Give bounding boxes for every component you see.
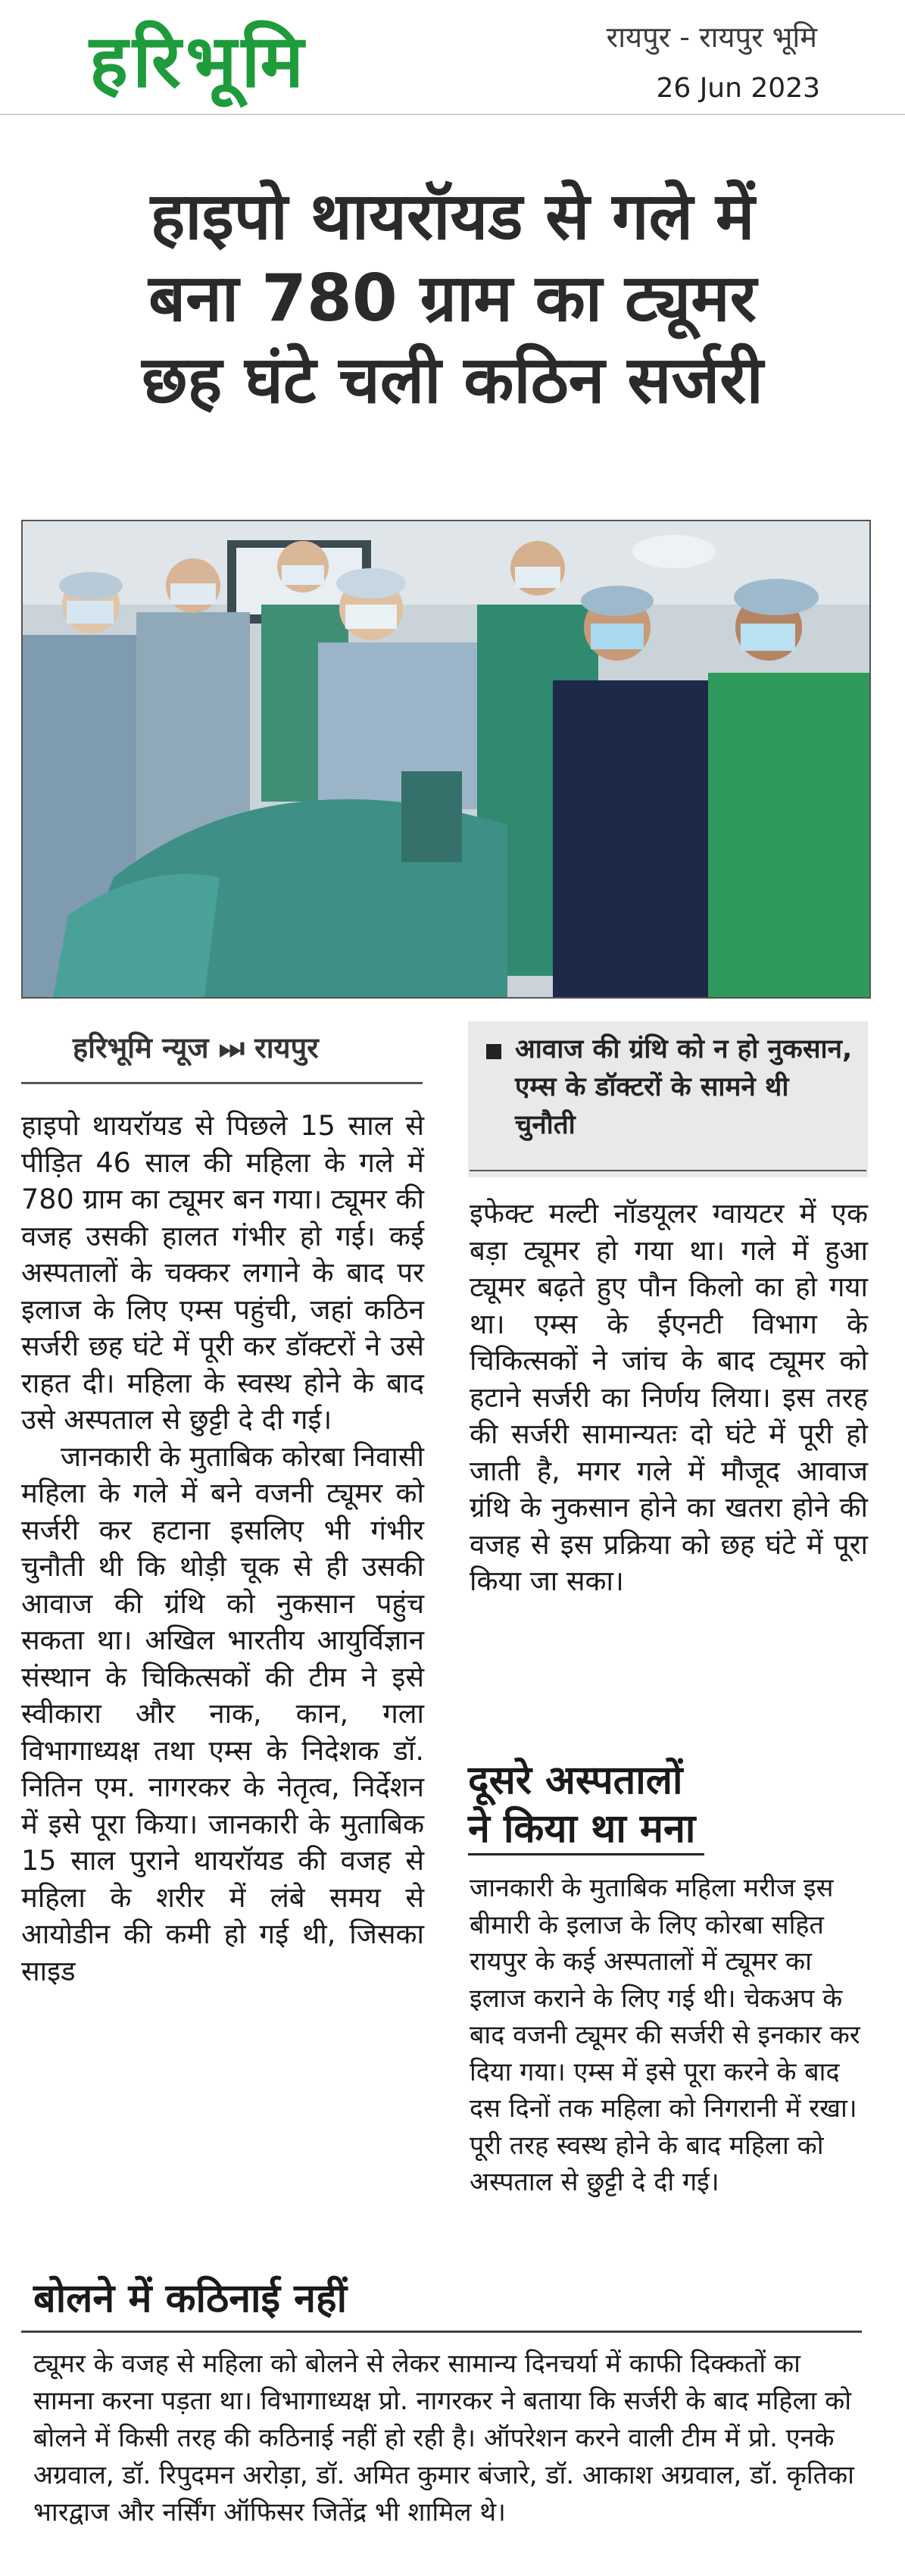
subheading-line-1: दूसरे अस्पतालों [468, 1758, 683, 1803]
left-paragraph-2: जानकारी के मुताबिक कोरबा निवासी महिला के गले में बने वजनी ट्यूमर को सर्जरी कर हटाना इसलिए भी गंभीर चुनौती थी कि थोड़ी चूक से ही उसकी आवाज की ग्रंथि को नुकसान पहुंच सकता था। अखिल भारतीय आयुर्विज्ञान संस्थान के चिकित्सकों की टीम ने इसे स्वीकारा और नाक, कान, गला विभागाध्यक्ष तथा एम्स के निदेशक डॉ. नितिन एम. नागरकर के नेतृत्व, निर्देशन में इसे पूरा किया। जानकारी के मुताबिक 15 साल पुराने थायरॉयड की वजह से महिला के शरीर में लंबे समय से आयोडीन की कमी हो गई थी, जिसका साइड [21, 1440, 424, 1987]
edition-label: रायपुर - रायपुर भूमि [606, 20, 817, 54]
subheading-other-hospitals [468, 1756, 869, 1855]
headline-line-2: बना 780 ग्राम का ट्यूमर [148, 261, 757, 336]
byline: हरिभूमि न्यूज ⏭ रायपुर [73, 1031, 319, 1064]
newspaper-logo: हरिभूमि [89, 19, 308, 104]
callout-box [468, 1021, 868, 1177]
photo-illustration [23, 521, 869, 997]
article-headline [15, 176, 890, 421]
subheading-no-difficulty: बोलने में कठिनाई नहीं [33, 2276, 348, 2321]
right-paragraph-2: जानकारी के मुताबिक महिला मरीज इस बीमारी के इलाज के लिए कोरबा सहित रायपुर के कई अस्पतालों में ट्यूमर का इलाज कराने के लिए गई थी। चेकअप के बाद वजनी ट्यूमर की सर्जरी से इनकार कर दिया गया। एम्स में इसे पूरा करने के बाद दस दिनों तक महिला को निगरानी में रखा। पूरी तरह स्वस्थ होने के बाद महिला को अस्पताल से छुट्टी दे दी गई। [470, 1873, 860, 2197]
article-column-right [470, 1196, 868, 1600]
headline-line-3: छह घंटे चली कठिन सर्जरी [142, 342, 763, 418]
surgical-team-photo [21, 520, 871, 999]
subheading-divider [21, 2331, 862, 2333]
headline-line-1: हाइपो थायरॉयड से गले में [150, 179, 755, 255]
callout-divider [470, 1170, 866, 1171]
square-bullet-icon [486, 1044, 501, 1059]
subheading-line-2: ने किया था मना [468, 1805, 704, 1855]
publication-date: 26 Jun 2023 [656, 73, 820, 104]
callout-text: आवाज की ग्रंथि को न हो नुकसान, एम्स के डॉक्टरों के सामने थी चुनौती [515, 1034, 853, 1140]
article-bottom-section [33, 2346, 868, 2531]
bottom-paragraph: ट्यूमर के वजह से महिला को बोलने से लेकर सामान्य दिनचर्या में काफी दिक्कतों का सामना करना पड़ता था। विभागाध्यक्ष प्रो. नागरकर ने बताया कि सर्जरी के बाद महिला को बोलने में किसी तरह की कठिनाई नहीं हो रही है। ऑपरेशन करने वाली टीम में प्रो. एनके अग्रवाल, डॉ. रिपुदमन अरोड़ा, डॉ. अमित कुमार बंजारे, डॉ. आकाश अग्रवाल, डॉ. कृतिका भारद्वाज और नर्सिंग ऑफिसर जितेंद्र भी शामिल थे। [33, 2349, 854, 2528]
article-column-left [21, 1108, 424, 1990]
masthead [0, 0, 905, 115]
right-paragraph-1: इफेक्ट मल्टी नॉडयूलर ग्वायटर में एक बड़ा ट्यूमर हो गया था। गले में हुआ ट्यूमर बढ़ते हुए पौन किलो का हो गया था। एम्स के ईएनटी विभाग के चिकित्सकों ने जांच के बाद ट्यूमर को हटाने सर्जरी का निर्णय लिया। इस तरह की सर्जरी सामान्यतः दो घंटे में पूरी हो जाती है, मगर गले में मौजूद आवाज ग्रंथि के नुकसान होने का खतरा होने की वजह से इस प्रक्रिया को छह घंटे में पूरा किया जा सका। [470, 1197, 868, 1597]
article-column-right-lower [470, 1870, 868, 2201]
byline-divider [21, 1082, 423, 1084]
left-paragraph-1: हाइपो थायरॉयड से पिछले 15 साल से पीड़ित 46 साल की महिला के गले में 780 ग्राम का ट्यूमर बन गया। ट्यूमर की वजह उसकी हालत गंभीर हो गई। कई अस्पतालों के चक्कर लगाने के बाद पर इलाज के लिए एम्स पहुंची, जहां कठिन सर्जरी छह घंटे में पूरी कर डॉक्टरों ने उसे राहत दी। महिला के स्वस्थ होने के बाद उसे अस्पताल से छुट्टी दे दी गई। [21, 1109, 424, 1436]
